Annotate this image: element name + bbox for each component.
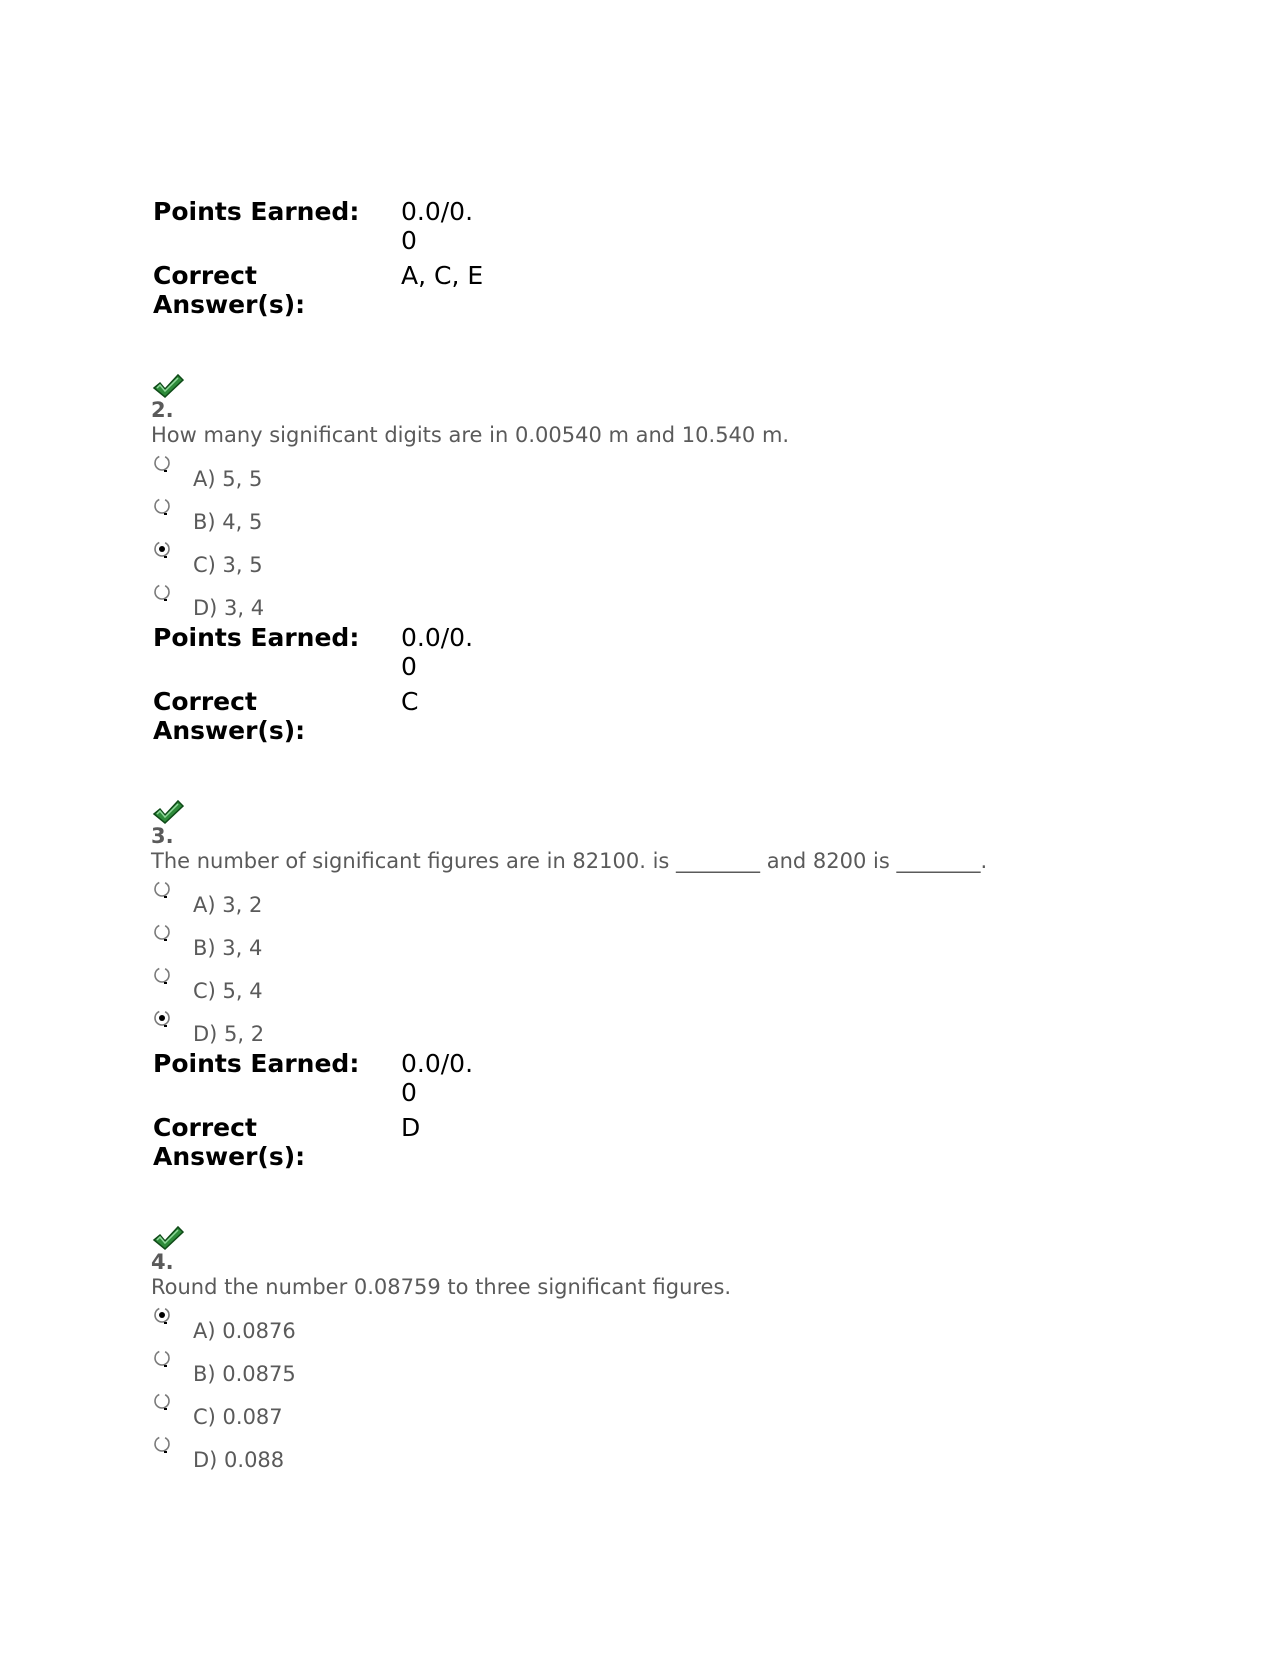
correct-answers-label: Correct Answer(s): [153, 1113, 306, 1171]
points-earned-label: Points Earned: [153, 623, 360, 652]
correct-answers-row [153, 687, 493, 745]
correct-answers-value: C [401, 687, 419, 716]
correct-answers-row [153, 1113, 493, 1171]
option-a[interactable] [151, 880, 1151, 923]
question-4 [151, 1224, 1151, 1478]
radio-unselected-icon[interactable] [153, 923, 173, 945]
option-label: B) 3, 4 [193, 936, 263, 960]
option-b[interactable] [151, 1349, 1151, 1392]
green-checkmark-icon [152, 1224, 184, 1252]
option-label: A) 3, 2 [193, 893, 263, 917]
points-earned-label: Points Earned: [153, 197, 360, 226]
points-earned-value: 0.0/0.0 [401, 623, 474, 681]
question-number: 4. [151, 1250, 174, 1274]
points-earned-value: 0.0/0.0 [401, 197, 474, 255]
correct-answers-label: Correct Answer(s): [153, 261, 306, 319]
option-d[interactable] [151, 1435, 1151, 1478]
points-earned-value: 0.0/0.0 [401, 1049, 474, 1107]
question-text: Round the number 0.08759 to three significant figures. [151, 1275, 732, 1299]
radio-unselected-icon[interactable] [153, 454, 173, 476]
radio-unselected-icon[interactable] [153, 1349, 173, 1371]
points-earned-row [153, 623, 493, 681]
result-block-q1 [153, 197, 493, 325]
option-label: A) 0.0876 [193, 1319, 296, 1343]
radio-selected-icon[interactable] [153, 1009, 173, 1031]
correct-answers-value: A, C, E [401, 261, 484, 290]
option-label: C) 0.087 [193, 1405, 283, 1429]
green-checkmark-icon [152, 372, 184, 400]
option-c[interactable] [151, 1392, 1151, 1435]
correct-answers-label: Correct Answer(s): [153, 687, 306, 745]
option-label: D) 0.088 [193, 1448, 285, 1472]
option-c[interactable] [151, 966, 1151, 1009]
radio-unselected-icon[interactable] [153, 497, 173, 519]
question-2 [151, 372, 1151, 626]
answer-options [151, 880, 1151, 1052]
radio-unselected-icon[interactable] [153, 880, 173, 902]
option-a[interactable] [151, 454, 1151, 497]
radio-unselected-icon[interactable] [153, 1435, 173, 1457]
question-text: How many significant digits are in 0.00540 m and 10.540 m. [151, 423, 790, 447]
option-label: D) 5, 2 [193, 1022, 265, 1046]
points-earned-row [153, 1049, 493, 1107]
option-label: C) 5, 4 [193, 979, 263, 1003]
radio-selected-icon[interactable] [153, 1306, 173, 1328]
option-label: D) 3, 4 [193, 596, 265, 620]
option-label: A) 5, 5 [193, 467, 263, 491]
radio-unselected-icon[interactable] [153, 966, 173, 988]
answer-options [151, 454, 1151, 626]
result-block-q2 [153, 623, 493, 751]
points-earned-row [153, 197, 493, 255]
question-number: 2. [151, 398, 174, 422]
points-earned-label: Points Earned: [153, 1049, 360, 1078]
question-3 [151, 798, 1151, 1052]
option-b[interactable] [151, 497, 1151, 540]
option-b[interactable] [151, 923, 1151, 966]
correct-answers-value: D [401, 1113, 421, 1142]
question-text: The number of significant figures are in 82100. is ________ and 8200 is ________. [151, 849, 988, 873]
radio-selected-icon[interactable] [153, 540, 173, 562]
option-d[interactable] [151, 1009, 1151, 1052]
radio-unselected-icon[interactable] [153, 1392, 173, 1414]
option-label: B) 4, 5 [193, 510, 263, 534]
option-a[interactable] [151, 1306, 1151, 1349]
option-label: C) 3, 5 [193, 553, 263, 577]
option-d[interactable] [151, 583, 1151, 626]
result-block-q3 [153, 1049, 493, 1177]
radio-unselected-icon[interactable] [153, 583, 173, 605]
answer-options [151, 1306, 1151, 1478]
green-checkmark-icon [152, 798, 184, 826]
option-label: B) 0.0875 [193, 1362, 296, 1386]
question-number: 3. [151, 824, 174, 848]
option-c[interactable] [151, 540, 1151, 583]
correct-answers-row [153, 261, 493, 319]
